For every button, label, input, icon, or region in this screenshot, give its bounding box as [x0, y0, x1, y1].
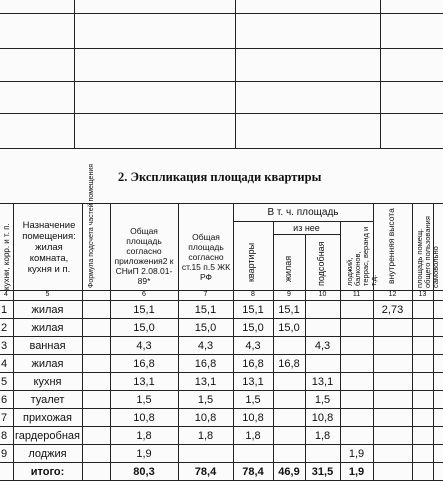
of-which-rule	[273, 234, 340, 235]
top-rule-3	[0, 81, 443, 82]
cell-n: 1	[1, 304, 8, 316]
cell-name: ванная	[29, 340, 66, 352]
cell-c: 15,1	[242, 304, 264, 316]
colnum-6: 6	[142, 291, 146, 298]
col-border-1	[82, 203, 83, 480]
header-col11: площадь помещ. общего пользования самовольно	[415, 216, 440, 288]
row-rule	[0, 462, 443, 463]
cell-c: 1,8	[245, 430, 261, 442]
header-col7: жилая	[283, 255, 293, 282]
cell-c: 13,1	[242, 376, 264, 388]
row-rule	[0, 336, 443, 337]
cell-d: 46,9	[278, 466, 300, 478]
cell-name: итого:	[30, 466, 65, 478]
cell-b: 16,8	[194, 358, 217, 370]
section-title: 2. Экспликация площади квартиры	[118, 170, 322, 184]
cell-name: гардеробная	[15, 430, 80, 442]
cell-c: 1,5	[245, 394, 261, 406]
cell-b: 4,3	[197, 340, 214, 352]
cell-n: 3	[1, 340, 8, 352]
cell-e: 13,1	[311, 376, 334, 388]
top-divider-1	[74, 0, 75, 148]
header-col4	[112, 226, 176, 286]
cell-n: 5	[1, 376, 8, 388]
col-number-rule	[0, 300, 443, 301]
cell-a: 10,8	[133, 412, 155, 424]
cell-b: 1,8	[197, 430, 214, 442]
colnum-7: 7	[203, 291, 208, 298]
top-rule-1	[0, 13, 443, 14]
cell-name: жилая	[31, 304, 64, 316]
row-rule	[0, 390, 443, 391]
cell-n: 2	[1, 322, 8, 334]
header-col2	[18, 220, 80, 275]
cell-b: 13,1	[194, 376, 217, 388]
subheader-rule	[233, 221, 373, 222]
colnum-5: 5	[45, 291, 50, 298]
header-col4-text: Общая площадь согласно приложения2 к СНиП 2.08.01-89*	[114, 226, 174, 286]
cell-c: 4,3	[245, 340, 261, 352]
cell-c: 78,4	[242, 466, 264, 478]
cell-b: 78,4	[194, 466, 217, 478]
top-rule-2	[0, 48, 443, 49]
colnum-10: 10	[318, 291, 327, 298]
cell-n: 8	[1, 430, 8, 442]
cell-g: 2,73	[381, 304, 404, 316]
cell-d: 15,0	[278, 322, 300, 334]
cell-b: 10,8	[194, 412, 217, 424]
row-rule	[0, 426, 443, 427]
cell-b: 15,1	[194, 304, 217, 316]
cell-n: 9	[1, 448, 8, 460]
table-top-border	[0, 203, 443, 204]
colnum-13: 13	[418, 291, 427, 298]
colnum-9: 9	[287, 291, 291, 298]
top-rule-5	[0, 148, 443, 149]
cell-d: 16,8	[278, 358, 300, 370]
cell-e: 1,5	[314, 394, 331, 406]
cell-a: 4,3	[136, 340, 152, 352]
cell-a: 1,5	[136, 394, 152, 406]
cell-d: 15,1	[278, 304, 300, 316]
row-rule	[0, 372, 443, 373]
header-col8: подсобная	[316, 241, 326, 286]
header-col3: Формула подсчета частей помещения	[88, 163, 95, 288]
cell-a: 80,3	[133, 466, 155, 478]
col-border-5	[273, 221, 274, 480]
header-col2-text: Назначение помещения: жилая комната, кухня и п.	[22, 220, 76, 275]
cell-a: 13,1	[133, 376, 155, 388]
cell-a: 16,8	[133, 358, 155, 370]
cell-b: 1,5	[197, 394, 214, 406]
cell-name: жилая	[31, 358, 64, 370]
cell-n: 6	[1, 394, 8, 406]
col-border-7	[340, 221, 341, 480]
header-col6: квартиры	[246, 242, 256, 282]
header-col1: кухни, корр. и т. п.	[2, 223, 11, 290]
cell-a: 15,0	[133, 322, 155, 334]
cell-b: 15,0	[194, 322, 217, 334]
colnum-8: 8	[251, 291, 255, 298]
cell-e: 1,8	[314, 430, 331, 442]
cell-e: 10,8	[311, 412, 334, 424]
cell-c: 10,8	[242, 412, 264, 424]
col-border-9	[412, 203, 413, 480]
cell-c: 15,0	[242, 322, 264, 334]
cell-n: 4	[1, 358, 8, 370]
top-divider-3	[380, 0, 381, 148]
cell-name: жилая	[31, 322, 64, 334]
cell-name: лоджия	[28, 448, 67, 460]
top-rule-4	[0, 113, 443, 114]
top-divider-2	[235, 0, 236, 148]
header-incl: В т. ч. площадь	[267, 207, 339, 218]
row-rule	[0, 318, 443, 319]
row-rule	[0, 354, 443, 355]
header-col5-text: Общая площадь согласно ст.15 п.5 ЖК РФ	[181, 232, 231, 282]
cell-f: 1,9	[348, 448, 365, 460]
cell-c: 16,8	[242, 358, 264, 370]
cell-a: 1,8	[136, 430, 152, 442]
row-rule	[0, 444, 443, 445]
cell-a: 15,1	[133, 304, 155, 316]
cell-name: кухня	[33, 376, 62, 388]
cell-n: 7	[1, 412, 8, 424]
cell-name: прихожая	[22, 412, 73, 424]
cell-e: 4,3	[314, 340, 331, 352]
header-col5	[180, 232, 232, 282]
header-col9: лоджий, балконов, террас, веранд и т.д.	[345, 226, 378, 286]
header-of-which: из нее	[293, 223, 320, 233]
cell-a: 1,9	[136, 448, 152, 460]
cell-e: 31,5	[311, 466, 334, 478]
row-rule	[0, 408, 443, 409]
cell-name: туалет	[30, 394, 65, 406]
colnum-4: 4	[4, 291, 8, 298]
cell-f: 1,9	[348, 466, 365, 478]
colnum-11: 11	[352, 291, 361, 298]
colnum-12: 12	[388, 291, 397, 298]
header-col10: внутренняя высота	[386, 208, 396, 284]
